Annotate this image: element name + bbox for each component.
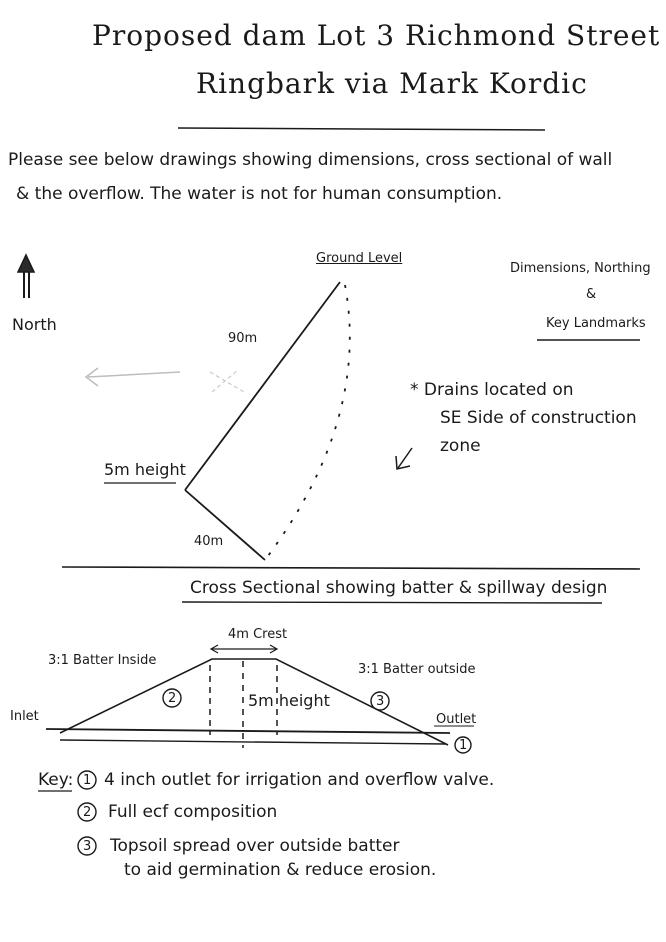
north-label: North bbox=[12, 315, 57, 334]
intro-line-1: Please see below drawings showing dimensions, cross sectional of wall bbox=[8, 150, 613, 170]
title-line-1: Proposed dam Lot 3 Richmond Street bbox=[92, 19, 661, 52]
dimensions-note-line-2: & bbox=[586, 287, 597, 302]
drains-arrow-line bbox=[398, 448, 412, 468]
ground-line bbox=[46, 729, 450, 733]
title-line-2: Ringbark via Mark Kordic bbox=[196, 67, 588, 100]
key-item-2: Full ecf composition bbox=[108, 802, 278, 822]
dam-base bbox=[60, 740, 446, 744]
faint-dimension bbox=[210, 372, 244, 392]
outlet-label: Outlet bbox=[436, 712, 477, 727]
north-arrow-icon bbox=[18, 255, 34, 298]
drains-note-line-3: zone bbox=[440, 436, 481, 456]
inlet-label: Inlet bbox=[10, 709, 39, 724]
drains-note-line-2: SE Side of construction bbox=[440, 408, 637, 428]
key-label: Key: bbox=[38, 770, 74, 790]
key-num-2: 2 bbox=[83, 805, 92, 820]
intro-line-2: & the overflow. The water is not for human consumption. bbox=[16, 184, 503, 204]
ground-level-label: Ground Level bbox=[316, 251, 403, 266]
zone-3-number: 3 bbox=[376, 694, 385, 709]
section-divider bbox=[62, 567, 640, 569]
plan-height-label: 5m height bbox=[104, 460, 186, 479]
plan-wall-long bbox=[185, 282, 340, 490]
zone-2-number: 2 bbox=[168, 691, 177, 706]
batter-inside-label: 3:1 Batter Inside bbox=[48, 653, 157, 668]
dimensions-note-line-1: Dimensions, Northing bbox=[510, 261, 651, 276]
dimensions-note-line-3: Key Landmarks bbox=[546, 316, 646, 331]
faint-arrow-line bbox=[88, 372, 180, 377]
faint-dimension-2 bbox=[212, 370, 238, 392]
section-height-label: 5m height bbox=[248, 691, 330, 710]
drains-note-line-1: * Drains located on bbox=[410, 380, 574, 400]
zone-1-number: 1 bbox=[459, 738, 468, 753]
crest-label: 4m Crest bbox=[228, 627, 288, 642]
batter-outside-label: 3:1 Batter outside bbox=[358, 662, 476, 677]
section-heading-underline bbox=[182, 602, 602, 603]
key-num-3: 3 bbox=[83, 839, 92, 854]
key-item-3-line-2: to aid germination & reduce erosion. bbox=[124, 860, 437, 880]
section-heading: Cross Sectional showing batter & spillway design bbox=[190, 578, 608, 598]
key-item-1: 4 inch outlet for irrigation and overflow valve. bbox=[104, 770, 495, 790]
length-label: 90m bbox=[228, 331, 258, 346]
title-underline bbox=[178, 128, 545, 130]
side-length-label: 40m bbox=[194, 534, 224, 549]
key-num-1: 1 bbox=[83, 773, 92, 788]
plan-wall-short bbox=[185, 490, 265, 560]
key-item-3: Topsoil spread over outside batter bbox=[110, 836, 400, 856]
